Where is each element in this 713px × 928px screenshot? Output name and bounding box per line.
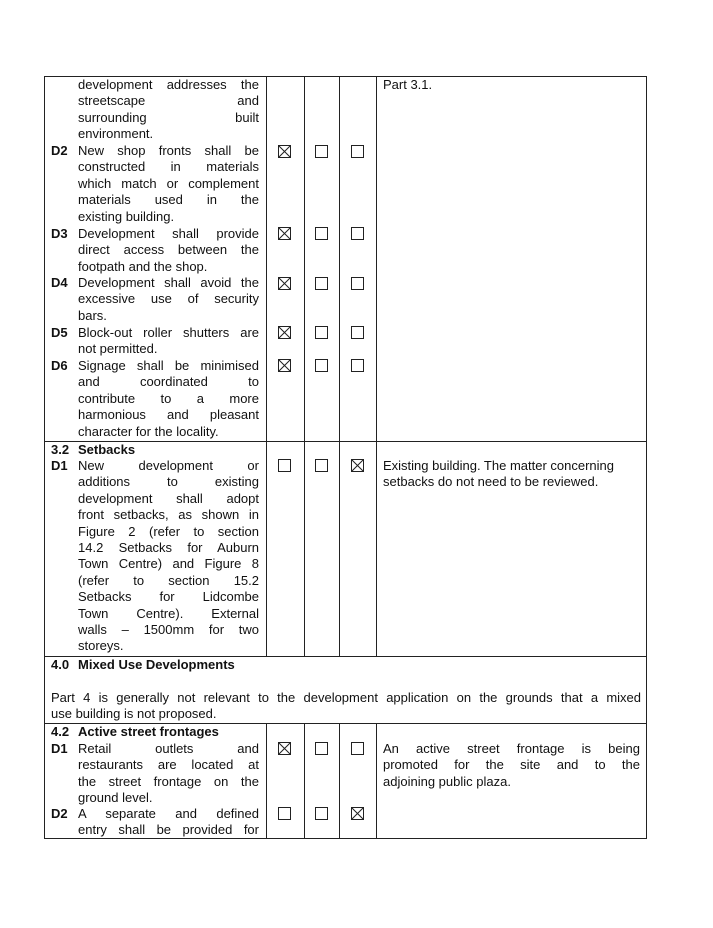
check-cross-icon xyxy=(279,743,290,754)
checkbox-active-d1-yes[interactable] xyxy=(278,742,291,755)
section-heading-mixed-use xyxy=(51,657,235,673)
section-number: 4.2 xyxy=(51,724,70,739)
table-right-border xyxy=(646,76,647,839)
comment-section-a: Part 3.1. xyxy=(383,77,433,92)
col-line-2b xyxy=(304,723,305,838)
control-text: development addresses the streetscape and surrounding built environment. xyxy=(78,77,259,142)
section-number: 3.2 xyxy=(51,442,70,457)
checkbox-active-d1-na[interactable] xyxy=(351,742,364,755)
checkbox-active-d1-no[interactable] xyxy=(315,742,328,755)
table-left-border xyxy=(44,76,45,839)
checkbox-d5-yes[interactable] xyxy=(278,326,291,339)
checkbox-setbacks-d1-na[interactable] xyxy=(351,459,364,472)
check-cross-icon xyxy=(279,228,290,239)
section-heading-active-frontages xyxy=(51,724,219,740)
control-code: D1 xyxy=(51,458,68,473)
section-number: 4.0 xyxy=(51,657,70,672)
col-line-1b xyxy=(266,723,267,838)
col-line-3 xyxy=(339,76,340,656)
control-text: Development shall provide direct access between the footpath and the shop. xyxy=(78,226,259,274)
checkbox-d4-yes[interactable] xyxy=(278,277,291,290)
check-cross-icon xyxy=(279,278,290,289)
checkbox-d3-na[interactable] xyxy=(351,227,364,240)
checkbox-active-d2-yes[interactable] xyxy=(278,807,291,820)
checkbox-d2-na[interactable] xyxy=(351,145,364,158)
control-text: Development shall avoid the excessive use of security bars. xyxy=(78,275,259,323)
control-text: Signage shall be minimised and coordinated to contribute to a more harmonious and pleasant character for the locality. xyxy=(78,358,259,439)
control-text: Block-out roller shutters are not permitted. xyxy=(78,325,259,357)
checkbox-d3-no[interactable] xyxy=(315,227,328,240)
check-cross-icon xyxy=(352,460,363,471)
section-title: Setbacks xyxy=(78,442,136,457)
comment-setbacks: Existing building. The matter concerning setbacks do not need to be reviewed. xyxy=(383,458,614,490)
col-line-4b xyxy=(376,723,377,838)
checkbox-d5-no[interactable] xyxy=(315,326,328,339)
checkbox-d3-yes[interactable] xyxy=(278,227,291,240)
checkbox-d4-na[interactable] xyxy=(351,277,364,290)
checkbox-setbacks-d1-yes[interactable] xyxy=(278,459,291,472)
checkbox-d6-yes[interactable] xyxy=(278,359,291,372)
col-line-2 xyxy=(304,76,305,656)
section-title: Mixed Use Developments xyxy=(78,657,235,672)
section-heading-setbacks xyxy=(51,442,135,458)
col-line-4 xyxy=(376,76,377,656)
control-code: D4 xyxy=(51,275,68,290)
check-cross-icon xyxy=(279,360,290,371)
section-title: Active street frontages xyxy=(78,724,219,739)
checkbox-d2-no[interactable] xyxy=(315,145,328,158)
check-cross-icon xyxy=(279,146,290,157)
control-code: D1 xyxy=(51,741,68,756)
control-code: D6 xyxy=(51,358,68,373)
control-text: A separate and defined entry shall be provided for xyxy=(78,806,259,838)
control-code: D3 xyxy=(51,226,68,241)
comment-active-frontages: An active street frontage is being promoted for the site and to the adjoining public plaza. xyxy=(383,741,640,789)
col-line-1 xyxy=(266,76,267,656)
checkbox-d2-yes[interactable] xyxy=(278,145,291,158)
checkbox-active-d2-no[interactable] xyxy=(315,807,328,820)
checkbox-d6-no[interactable] xyxy=(315,359,328,372)
control-code: D5 xyxy=(51,325,68,340)
control-text: Retail outlets and restaurants are located at the street frontage on the ground level. xyxy=(78,741,259,806)
control-text: New development or additions to existing development shall adopt front setbacks, as shown in Figure 2 (refer to section 14.2 Setbacks for Auburn Town Centre) and Figure 8 (refer to section 15.2 Setbacks for Lidcombe Town Centre). External walls – 1500mm for two storeys. xyxy=(78,458,259,654)
control-code: D2 xyxy=(51,806,68,821)
check-cross-icon xyxy=(352,808,363,819)
control-text: New shop fronts shall be constructed in materials which match or complement materials used in the existing building. xyxy=(78,143,259,224)
control-code: D2 xyxy=(51,143,68,158)
check-cross-icon xyxy=(279,327,290,338)
checkbox-d4-no[interactable] xyxy=(315,277,328,290)
col-line-3b xyxy=(339,723,340,838)
checkbox-d5-na[interactable] xyxy=(351,326,364,339)
checkbox-setbacks-d1-no[interactable] xyxy=(315,459,328,472)
checkbox-d6-na[interactable] xyxy=(351,359,364,372)
mixed-use-paragraph: Part 4 is generally not relevant to the development application on the grounds that a mixed use building is not proposed. xyxy=(51,690,641,722)
checkbox-active-d2-na[interactable] xyxy=(351,807,364,820)
